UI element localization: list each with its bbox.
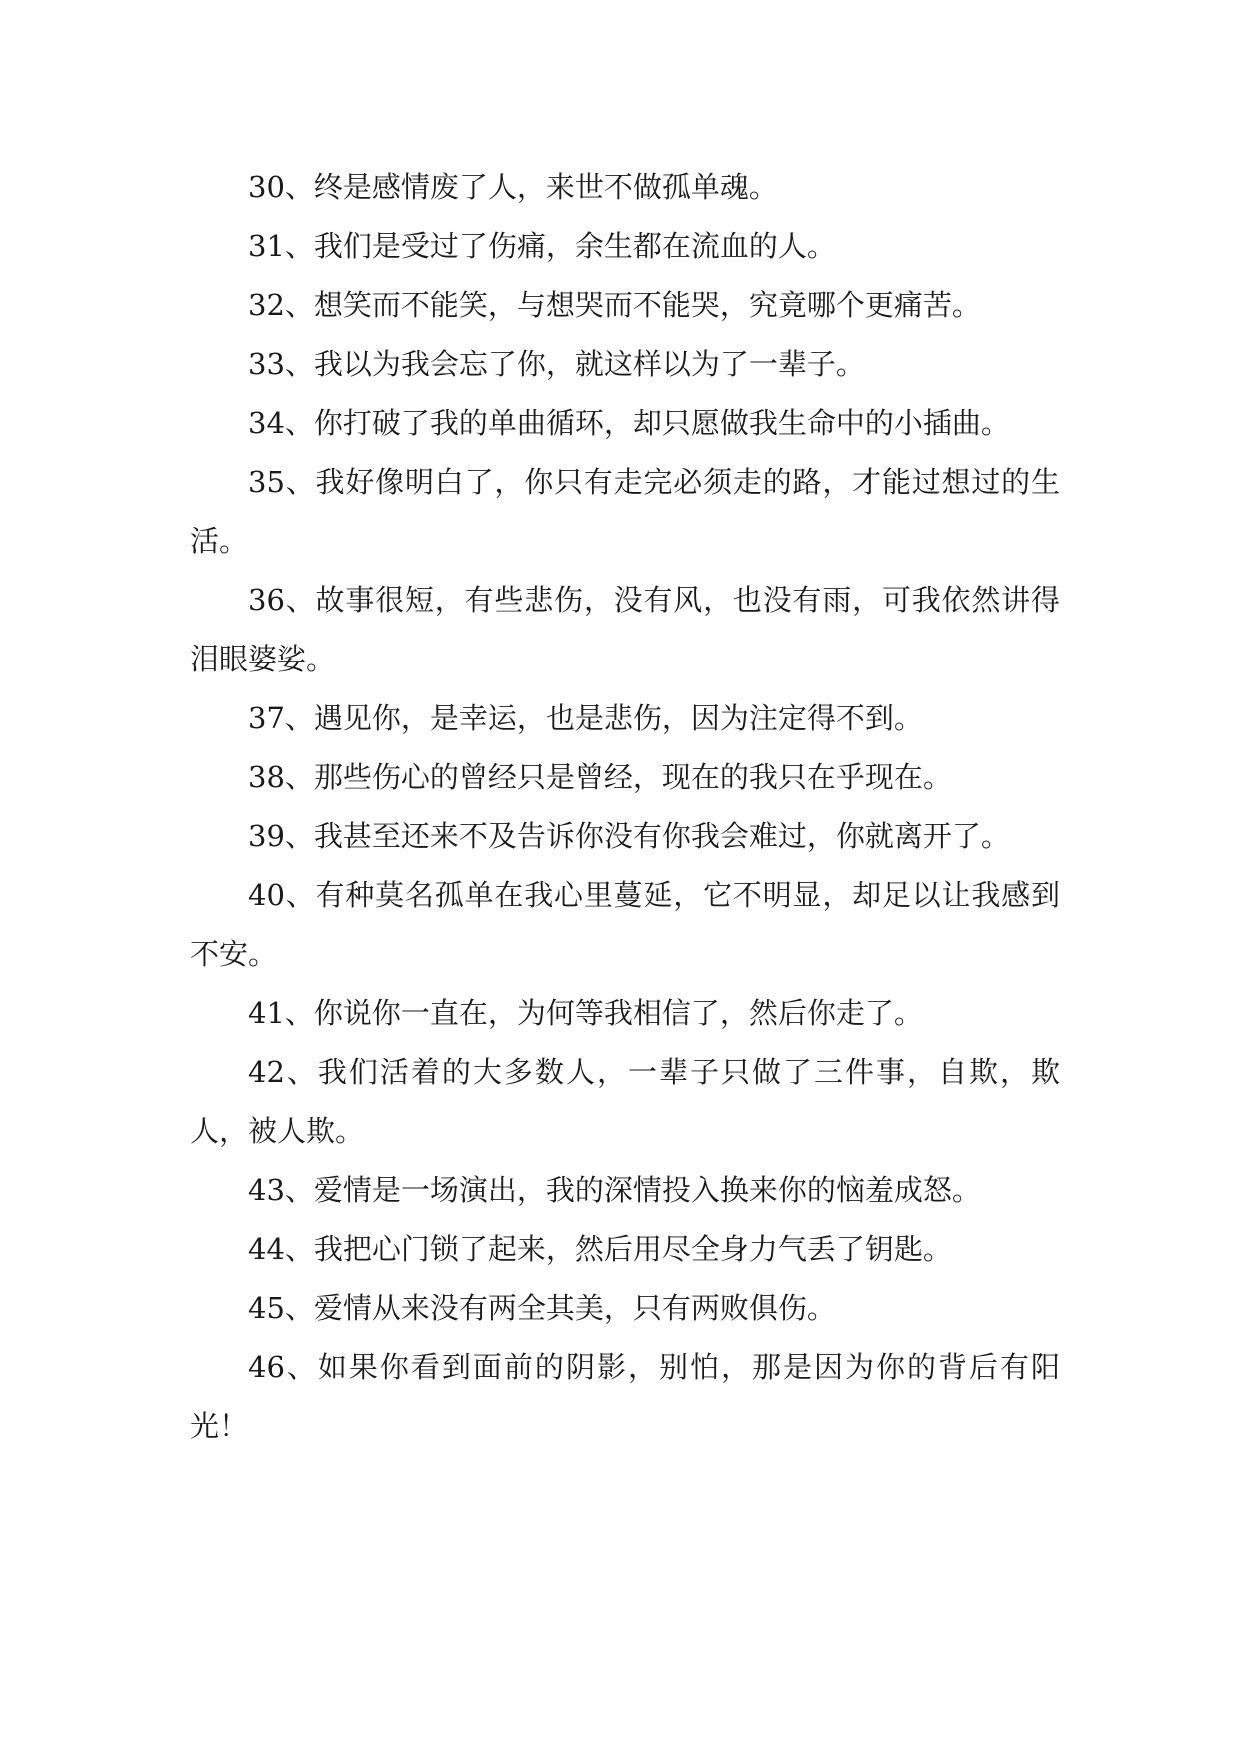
quote-item: 32、想笑而不能笑，与想哭而不能哭，究竟哪个更痛苦。 bbox=[248, 288, 981, 322]
quote-item: 40、有种莫名孤单在我心里蔓延，它不明显，却足以让我感到不安。 bbox=[190, 878, 1060, 971]
quote-item: 41、你说你一直在，为何等我相信了，然后你走了。 bbox=[248, 996, 923, 1030]
quote-item: 30、终是感情废了人，来世不做孤单魂。 bbox=[248, 170, 778, 204]
quote-item: 45、爱情从来没有两全其美，只有两败俱伤。 bbox=[248, 1291, 836, 1325]
quote-item: 35、我好像明白了，你只有走完必须走的路，才能过想过的生活。 bbox=[190, 465, 1060, 558]
quote-item: 33、我以为我会忘了你，就这样以为了一辈子。 bbox=[248, 347, 865, 381]
quote-item: 44、我把心门锁了起来，然后用尽全身力气丢了钥匙。 bbox=[248, 1232, 952, 1266]
quote-item: 38、那些伤心的曾经只是曾经，现在的我只在乎现在。 bbox=[248, 760, 952, 794]
quote-item: 46、如果你看到面前的阴影，别怕，那是因为你的背后有阳光！ bbox=[190, 1350, 1060, 1443]
quote-item: 34、你打破了我的单曲循环，却只愿做我生命中的小插曲。 bbox=[248, 406, 1010, 440]
quote-item: 42、我们活着的大多数人，一辈子只做了三件事，自欺，欺人，被人欺。 bbox=[190, 1055, 1060, 1148]
quote-item: 43、爱情是一场演出，我的深情投入换来你的恼羞成怒。 bbox=[248, 1173, 981, 1207]
quote-item: 31、我们是受过了伤痛，余生都在流血的人。 bbox=[248, 229, 836, 263]
quote-item: 37、遇见你，是幸运，也是悲伤，因为注定得不到。 bbox=[248, 701, 923, 735]
quote-list bbox=[190, 158, 1060, 1456]
quote-item: 39、我甚至还来不及告诉你没有你我会难过，你就离开了。 bbox=[248, 819, 1010, 853]
quote-item: 36、故事很短，有些悲伤，没有风，也没有雨，可我依然讲得泪眼婆娑。 bbox=[190, 583, 1060, 676]
